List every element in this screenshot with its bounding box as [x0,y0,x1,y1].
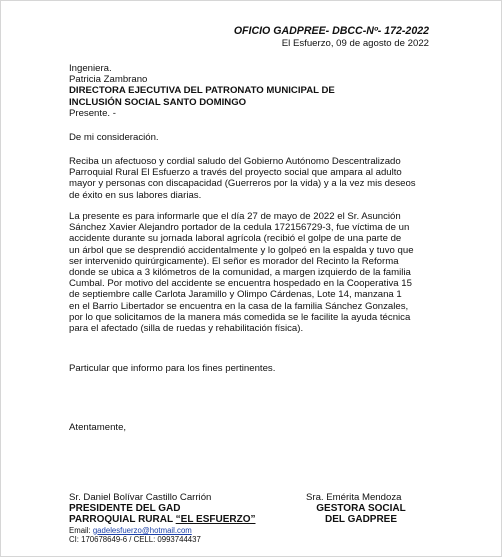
email-label: Email: [69,525,93,535]
signer-left-name: Sr. Daniel Bolívar Castillo Carrión [69,492,212,503]
place-date: El Esfuerzo, 09 de agosto de 2022 [281,38,429,49]
signer-left-email-row [69,526,256,535]
paragraph-2-line: por lo que solicitamos de la manera más comedida se le facilite la ayuda técnica [69,311,411,323]
paragraph-1-line: Parroquial Rural El Esfuerzo a través del proyecto social que ampara al adulto [69,167,402,179]
salutation: De mi consideración. [69,132,159,143]
signer-left-title-line1: PRESIDENTE DEL GAD [69,503,181,515]
paragraph-2-line: un árbol que se desprendió accidentalmente y lo golpeó en la espalda y tuvo que [69,244,414,256]
paragraph-2-line: para el afectado (silla de ruedas y rehabilitación física). [69,323,304,335]
recipient-block [69,63,335,119]
signer-right-title-line2: DEL GADPREE [324,514,398,526]
paragraph-2-line: en el Barrio Libertador se encuentra en la casa de la familia Sánchez Gonzales, [69,300,409,312]
signature-right [306,492,416,526]
oficio-number: OFICIO GADPREE- DBCC-Nº- 172-2022 [233,25,429,37]
recipient-position-line2: INCLUSIÓN SOCIAL SANTO DOMINGO [69,96,247,108]
signer-left-title-line2 [69,514,256,525]
paragraph-2-line: de septiembre calle Carlota Jaramillo y Olimpo Cárdenas, Lote 14, manzana 1 [69,289,402,301]
paragraph-1 [69,156,427,201]
paragraph-2 [69,211,427,334]
paragraph-2-line: Sánchez Xavier Alejandro portador de la cedula 172156729-3, fue víctima de un [69,222,410,234]
closing: Atentamente, [69,422,127,433]
signer-left-phones: CI: 170678649-6 / CELL: 0993744437 [69,534,201,544]
paragraph-2-line: donde se ubica a 3 kilómetros de la comunidad, a margen izquierdo de la familia [69,267,411,279]
paragraph-2-line: La presente es para informarle que el día 27 de mayo de 2022 el Sr. Asunción [69,211,401,222]
paragraph-2-line: accidente durante su jornada laboral agrícola (recibió el golpe de una parte de [69,233,402,245]
signer-left-title-underlined: “EL ESFUERZO” [175,514,256,526]
recipient-position-line1: DIRECTORA EJECUTIVA DEL PATRONATO MUNICIPAL DE [69,85,335,97]
paragraph-2-line: ser intervenido quirúrgicamente). El señor es morador del Recinto la Reforma [69,255,399,267]
paragraph-1-line: Reciba un afectuoso y cordial saludo del Gobierno Autónomo Descentralizado [69,156,401,167]
paragraph-3: Particular que informo para los fines pertinentes. [69,363,276,374]
signer-left-title-prefix: PARROQUIAL RURAL [69,514,176,526]
recipient-name: Patricia Zambrano [69,74,148,86]
signer-right-title-line1: GESTORA SOCIAL [316,503,406,515]
email-link[interactable]: gadelesfuerzo@hotmail.com [92,525,192,535]
letter-header [234,25,429,49]
paragraph-2-line: Cumbal. Por motivo del accidente se encuentra hospedado en la Cooperativa 15 [69,278,412,290]
paragraph-1-line: de éxito en sus labores diarias. [69,189,202,201]
signer-right-name: Sra. Emérita Mendoza [306,492,402,503]
signature-left [69,492,256,544]
presente-label: Presente. - [69,107,116,119]
recipient-title: Ingeniera. [69,63,112,74]
paragraph-1-line: mayor y personas con discapacidad (Guerreros por la vida) y a la vez mis deseos [69,178,416,190]
